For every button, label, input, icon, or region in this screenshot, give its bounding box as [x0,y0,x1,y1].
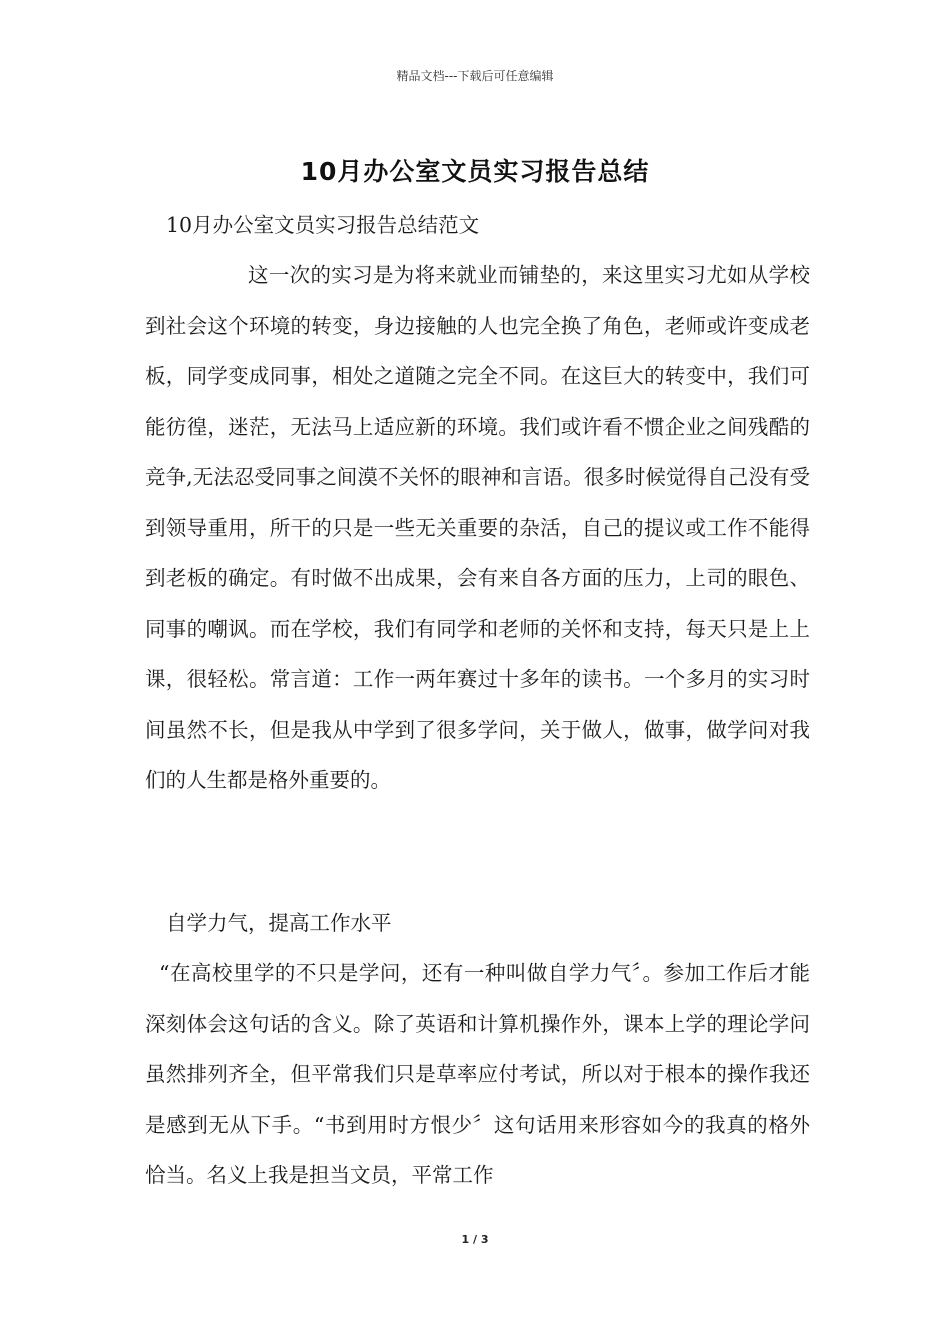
document-subtitle: 10月办公室文员实习报告总结范文 [166,213,480,237]
page-header: 精品文档---下载后可任意编辑 [396,69,554,83]
page-number: 1 / 3 [461,1233,489,1246]
section-heading: 自学力气，提高工作水平 [166,911,392,935]
body-paragraph-2: “在高校里学的不只是学问，还有一种叫做自学力气〞。参加工作后才能深刻体会这句话的含义。除了英语和计算机操作外，课本上学的理论学问虽然排列齐全，但平常我们只是草率应付考试，所以对于根本的操作我还是感到无从下手。“书到用时方恨少〞这句话用来形容如今的我真的格外恰当。名义上我是担当文员，平常工作 [145,961,810,1187]
document-title: 10月办公室文员实习报告总结 [300,157,650,186]
body-paragraph-1: 这一次的实习是为将来就业而铺垫的，来这里实习尤如从学校到社会这个环境的转变，身边接触的人也完全换了角色，老师或许变成老板，同学变成同事，相处之道随之完全不同。在这巨大的转变中，我们可能彷徨，迷茫，无法马上适应新的环境。我们或许看不惯企业之间残酷的竞争,无法忍受同事之间漠不关怀的眼神和言语。很多时候觉得自己没有受到领导重用，所干的只是一些无关重要的杂活，自己的提议或工作不能得到老板的确定。有时做不出成果，会有来自各方面的压力，上司的眼色、同事的嘲讽。而在学校，我们有同学和老师的关怀和支持，每天只是上上课，很轻松。常言道：工作一两年赛过十多年的读书。一个多月的实习时间虽然不长，但是我从中学到了很多学问，关于做人，做事，做学问对我们的人生都是格外重要的。 [145,263,810,792]
